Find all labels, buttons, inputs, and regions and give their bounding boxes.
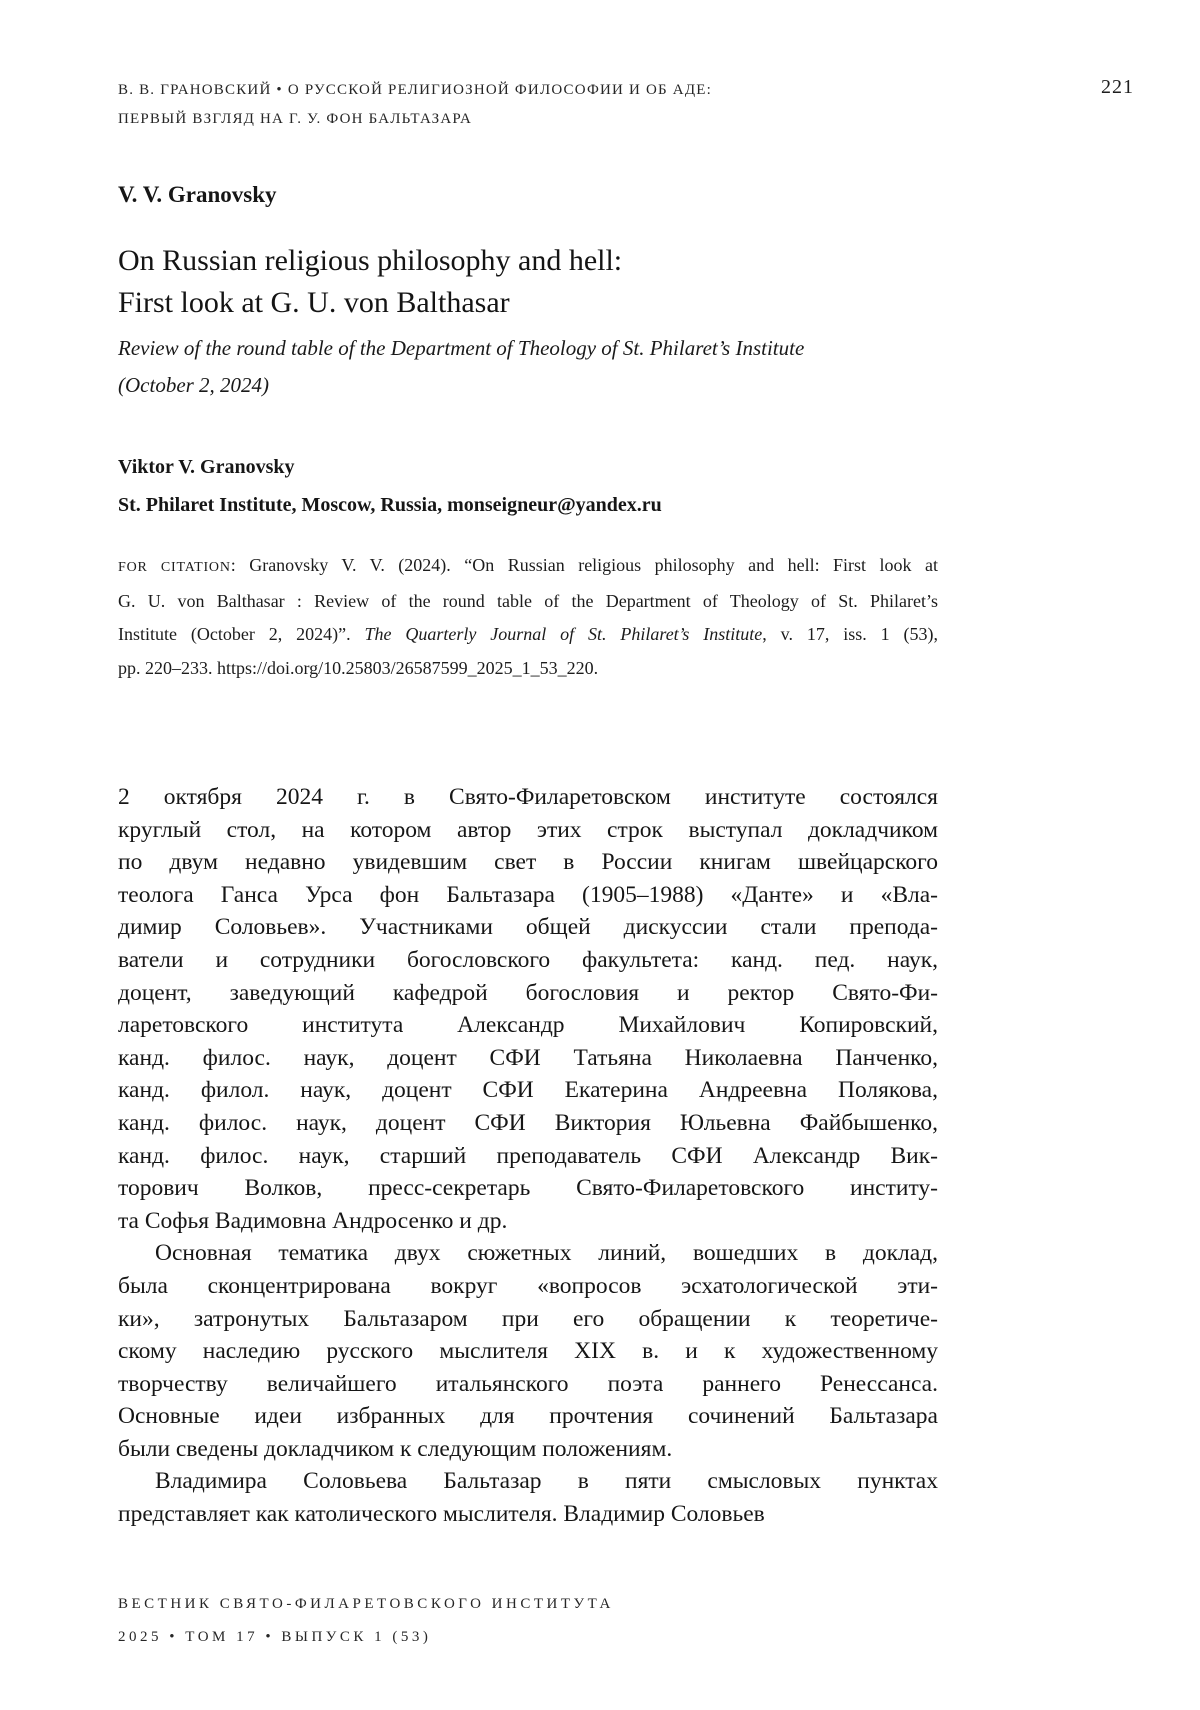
- journal-title-italic: The Quarterly Journal of St. Philaret’s Institute: [364, 624, 763, 644]
- body-line: Основные идеи избранных для прочтения сочинений Бальтазара: [118, 1403, 938, 1430]
- page-number: 221: [1101, 76, 1134, 98]
- body-line: по двум недавно увидевшим свет в России книгам швейцарского: [118, 849, 938, 876]
- citation-line: [118, 585, 938, 619]
- body-line: доцент, заведующий кафедрой богословия и ректор Свято-Фи-: [118, 979, 938, 1006]
- body-line: круглый стол, на котором автор этих строк выступал докладчиком: [118, 816, 938, 843]
- body-line: та Софья Вадимовна Андросенко и др.: [118, 1207, 508, 1234]
- body-line: скому наследию русского мыслителя XIX в. и к художественному: [118, 1338, 938, 1365]
- article-title-line2: First look at G. U. von Balthasar: [118, 286, 510, 319]
- article-subtitle-line1: Review of the round table of the Department of Theology of St. Philaret’s Institute: [118, 336, 805, 360]
- body-line: представляет как католического мыслителя. Владимир Соловьев: [118, 1501, 765, 1528]
- body-line: ки», затронутых Бальтазаром при его обращении к теоретиче-: [118, 1305, 938, 1332]
- citation-line: [118, 618, 938, 652]
- citation-text: Institute (October 2, 2024)”.: [118, 624, 365, 644]
- body-line: торович Волков, пресс-секретарь Свято-Филаретовского институ-: [118, 1175, 938, 1202]
- body-line: канд. филос. наук, доцент СФИ Татьяна Николаевна Панченко,: [118, 1044, 938, 1071]
- citation-text: , v. 17, iss. 1 (53),: [762, 624, 938, 644]
- article-body: [118, 781, 938, 1531]
- article-title-line1: On Russian religious philosophy and hell:: [118, 244, 623, 277]
- citation-text: : Granovsky V. V. (2024). “On Russian religious philosophy and hell: First look at: [230, 555, 938, 575]
- journal-issue: 2025 • ТОМ 17 • ВЫПУСК 1 (53): [118, 1629, 432, 1645]
- body-line: канд. филос. наук, доцент СФИ Виктория Юльевна Файбышенко,: [118, 1109, 938, 1136]
- author-block: [118, 448, 662, 524]
- article-author-latin: V. V. Granovsky: [118, 182, 277, 207]
- citation-label: FOR CITATION: [118, 560, 231, 575]
- article-title: [118, 240, 622, 324]
- running-head-line1: В. В. ГРАНОВСКИЙ • О РУССКОЙ РЕЛИГИОЗНОЙ ФИЛОСОФИИ И ОБ АДЕ:: [118, 82, 713, 98]
- body-line: димир Соловьев». Участниками общей дискуссии стали препода-: [118, 914, 938, 941]
- article-subtitle-line2: (October 2, 2024): [118, 373, 270, 397]
- journal-name: ВЕСТНИК СВЯТО-ФИЛАРЕТОВСКОГО ИНСТИТУТА: [118, 1596, 614, 1612]
- author-name: Viktor V. Granovsky: [118, 456, 295, 478]
- citation-text: pp. 220–233. https://doi.org/10.25803/26587599_2025_1_53_220.: [118, 657, 599, 678]
- body-line: ватели и сотрудники богословского факультета: канд. пед. наук,: [118, 946, 938, 973]
- citation-text: G. U. von Balthasar : Review of the round table of the Department of Theology of St. Philaret’s: [118, 590, 938, 611]
- journal-footer: [118, 1588, 614, 1654]
- citation-line: [118, 652, 938, 686]
- body-line: Владимира Соловьева Бальтазар в пяти смысловых пунктах: [155, 1468, 938, 1495]
- body-line: были сведены докладчиком к следующим положениям.: [118, 1435, 673, 1462]
- citation-block: [118, 549, 938, 685]
- body-line: канд. филос. наук, старший преподаватель СФИ Александр Вик-: [118, 1142, 938, 1169]
- citation-line: [118, 549, 938, 585]
- running-head: [118, 76, 1134, 134]
- body-line: теолога Ганса Урса фон Бальтазара (1905–1988) «Данте» и «Вла-: [118, 881, 938, 908]
- body-line: Основная тематика двух сюжетных линий, вошедших в доклад,: [155, 1240, 938, 1267]
- body-line: творчеству величайшего итальянского поэта раннего Ренессанса.: [118, 1370, 938, 1397]
- body-line: 2 октября 2024 г. в Свято-Филаретовском институте состоялся: [118, 784, 938, 810]
- author-affiliation: St. Philaret Institute, Moscow, Russia, monseigneur@yandex.ru: [118, 494, 662, 516]
- body-line: канд. филол. наук, доцент СФИ Екатерина Андреевна Полякова,: [118, 1077, 938, 1104]
- running-head-line2: ПЕРВЫЙ ВЗГЛЯД НА Г. У. ФОН БАЛЬТАЗАРА: [118, 111, 473, 127]
- body-line: была сконцентрирована вокруг «вопросов эсхатологической эти-: [118, 1272, 938, 1299]
- body-line: ларетовского института Александр Михайлович Копировский,: [118, 1012, 938, 1039]
- article-subtitle: [118, 330, 804, 404]
